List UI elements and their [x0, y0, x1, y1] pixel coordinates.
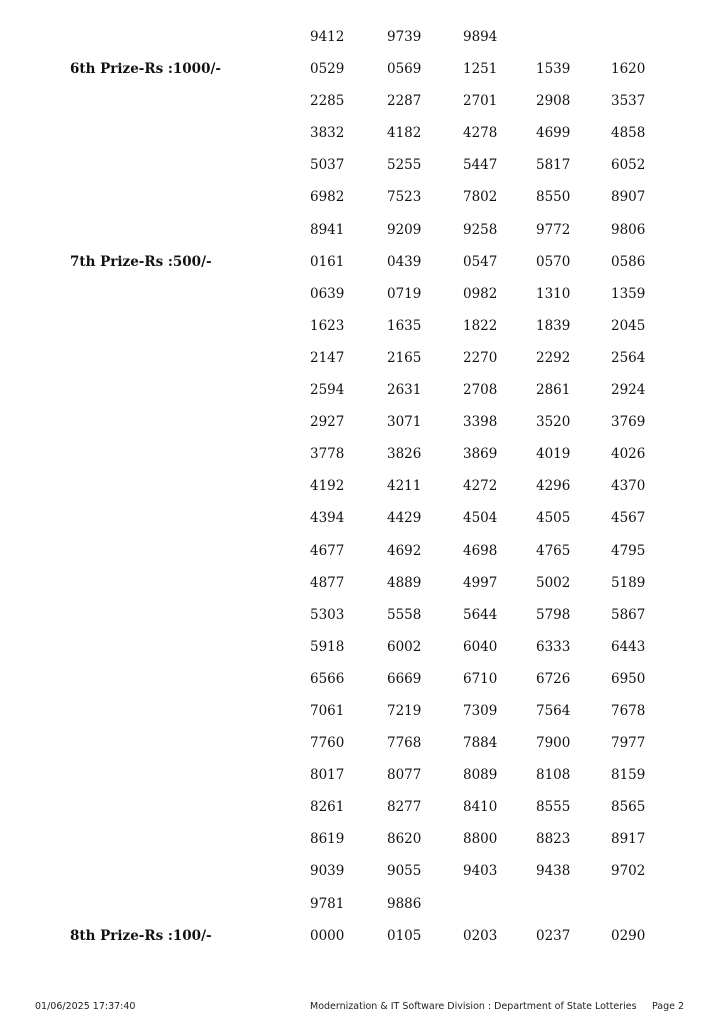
ticket-number: 2564: [611, 349, 646, 366]
result-row: [0, 631, 724, 663]
ticket-number: 2594: [310, 382, 345, 399]
ticket-number: 5867: [611, 606, 646, 623]
ticket-number: 4211: [387, 478, 422, 495]
ticket-number: 8159: [611, 767, 646, 784]
ticket-number: 5558: [387, 606, 422, 623]
ticket-number: 9894: [463, 29, 498, 45]
ticket-number: 2701: [463, 93, 498, 110]
ticket-number: 6566: [310, 670, 345, 687]
footer-division-name: Modernization & IT Software Division : Department of State Lotteries: [310, 1001, 637, 1012]
ticket-number: 8823: [536, 831, 571, 848]
ticket-number: 8277: [387, 799, 422, 816]
ticket-number: 4429: [387, 510, 422, 527]
result-row: [0, 406, 724, 438]
ticket-number: 2045: [611, 317, 646, 334]
ticket-number: 4877: [310, 574, 345, 591]
ticket-number: 2908: [536, 93, 571, 110]
ticket-number: 4997: [463, 574, 498, 591]
result-row: [0, 470, 724, 502]
ticket-number: 0639: [310, 285, 345, 302]
ticket-number: 3537: [611, 93, 646, 110]
ticket-number: 2861: [536, 382, 571, 399]
ticket-number: 4889: [387, 574, 422, 591]
ticket-number: 1620: [611, 61, 646, 78]
result-row: [0, 117, 724, 149]
ticket-number: 7309: [463, 702, 498, 719]
ticket-number: 3071: [387, 414, 422, 431]
result-row: [0, 310, 724, 342]
ticket-number: 4272: [463, 478, 498, 495]
ticket-number: 0586: [611, 253, 646, 270]
ticket-number: 6333: [536, 638, 571, 655]
ticket-number: 1310: [536, 285, 571, 302]
ticket-number: 3826: [387, 446, 422, 463]
ticket-number: 4698: [463, 542, 498, 559]
ticket-number: 4370: [611, 478, 646, 495]
ticket-number: 4278: [463, 125, 498, 142]
ticket-number: 1635: [387, 317, 422, 334]
ticket-number: 4795: [611, 542, 646, 559]
ticket-number: 3398: [463, 414, 498, 431]
ticket-number: 9258: [463, 221, 498, 238]
ticket-number: 1251: [463, 61, 498, 78]
ticket-number: 6443: [611, 638, 646, 655]
ticket-number: 2708: [463, 382, 498, 399]
ticket-number: 4858: [611, 125, 646, 142]
ticket-number: 8620: [387, 831, 422, 848]
ticket-number: 5255: [387, 157, 422, 174]
ticket-number: 1839: [536, 317, 571, 334]
ticket-number: 8261: [310, 799, 345, 816]
ticket-number: 8907: [611, 189, 646, 206]
prize-results-table: [0, 21, 724, 952]
prize-label: 8th Prize-Rs :100/-: [70, 927, 212, 944]
ticket-number: 5303: [310, 606, 345, 623]
ticket-number: 2631: [387, 382, 422, 399]
ticket-number: 0569: [387, 61, 422, 78]
result-row: [0, 342, 724, 374]
ticket-number: 2292: [536, 349, 571, 366]
ticket-number: 8017: [310, 767, 345, 784]
ticket-number: 9403: [463, 863, 498, 880]
ticket-number: 1822: [463, 317, 498, 334]
ticket-number: 8550: [536, 189, 571, 206]
ticket-number: 6710: [463, 670, 498, 687]
ticket-number: 3832: [310, 125, 345, 142]
result-row: [0, 53, 724, 85]
ticket-number: 6950: [611, 670, 646, 687]
ticket-number: 2147: [310, 349, 345, 366]
ticket-number: 0439: [387, 253, 422, 270]
ticket-number: 0161: [310, 253, 345, 270]
ticket-number: 0570: [536, 253, 571, 270]
ticket-number: 3869: [463, 446, 498, 463]
ticket-number: 8619: [310, 831, 345, 848]
ticket-number: 0529: [310, 61, 345, 78]
ticket-number: 8410: [463, 799, 498, 816]
ticket-number: 4182: [387, 125, 422, 142]
ticket-number: 9781: [310, 895, 345, 912]
ticket-number: 7760: [310, 735, 345, 752]
result-row: [0, 791, 724, 823]
ticket-number: 7061: [310, 702, 345, 719]
result-row: [0, 823, 724, 855]
ticket-number: 8917: [611, 831, 646, 848]
ticket-number: 7564: [536, 702, 571, 719]
ticket-number: 6726: [536, 670, 571, 687]
result-row: [0, 888, 724, 920]
ticket-number: 8089: [463, 767, 498, 784]
result-row: [0, 21, 724, 53]
ticket-number: 4026: [611, 446, 646, 463]
result-row: [0, 920, 724, 952]
result-row: [0, 246, 724, 278]
ticket-number: 0237: [536, 927, 571, 944]
ticket-number: 4296: [536, 478, 571, 495]
ticket-number: 7900: [536, 735, 571, 752]
result-row: [0, 502, 724, 534]
footer-timestamp: 01/06/2025 17:37:40: [35, 1001, 136, 1012]
ticket-number: 9772: [536, 221, 571, 238]
ticket-number: 9886: [387, 895, 422, 912]
ticket-number: 5817: [536, 157, 571, 174]
result-row: [0, 214, 724, 246]
ticket-number: 2285: [310, 93, 345, 110]
result-row: [0, 374, 724, 406]
result-row: [0, 85, 724, 117]
ticket-number: 0719: [387, 285, 422, 302]
ticket-number: 7977: [611, 735, 646, 752]
ticket-number: 0547: [463, 253, 498, 270]
ticket-number: 4505: [536, 510, 571, 527]
ticket-number: 8077: [387, 767, 422, 784]
ticket-number: 4394: [310, 510, 345, 527]
ticket-number: 1359: [611, 285, 646, 302]
ticket-number: 8800: [463, 831, 498, 848]
ticket-number: 2270: [463, 349, 498, 366]
ticket-number: 0105: [387, 927, 422, 944]
ticket-number: 6982: [310, 189, 345, 206]
ticket-number: 4504: [463, 510, 498, 527]
ticket-number: 3520: [536, 414, 571, 431]
ticket-number: 5918: [310, 638, 345, 655]
result-row: [0, 599, 724, 631]
ticket-number: 7884: [463, 735, 498, 752]
ticket-number: 9412: [310, 29, 345, 45]
ticket-number: 0203: [463, 927, 498, 944]
result-row: [0, 567, 724, 599]
ticket-number: 0982: [463, 285, 498, 302]
result-row: [0, 855, 724, 887]
ticket-number: 6002: [387, 638, 422, 655]
result-row: [0, 695, 724, 727]
ticket-number: 2165: [387, 349, 422, 366]
ticket-number: 9739: [387, 29, 422, 45]
ticket-number: 9702: [611, 863, 646, 880]
ticket-number: 4192: [310, 478, 345, 495]
ticket-number: 5798: [536, 606, 571, 623]
prize-label: 7th Prize-Rs :500/-: [70, 253, 212, 270]
ticket-number: 4699: [536, 125, 571, 142]
ticket-number: 0000: [310, 927, 345, 944]
result-row: [0, 149, 724, 181]
result-row: [0, 727, 724, 759]
ticket-number: 2287: [387, 93, 422, 110]
ticket-number: 4677: [310, 542, 345, 559]
result-row: [0, 759, 724, 791]
ticket-number: 8555: [536, 799, 571, 816]
ticket-number: 6040: [463, 638, 498, 655]
ticket-number: 6669: [387, 670, 422, 687]
ticket-number: 7523: [387, 189, 422, 206]
ticket-number: 1623: [310, 317, 345, 334]
ticket-number: 3778: [310, 446, 345, 463]
ticket-number: 8565: [611, 799, 646, 816]
ticket-number: 6052: [611, 157, 646, 174]
ticket-number: 7219: [387, 702, 422, 719]
ticket-number: 9806: [611, 221, 646, 238]
ticket-number: 2927: [310, 414, 345, 431]
ticket-number: 5447: [463, 157, 498, 174]
result-row: [0, 181, 724, 213]
ticket-number: 8941: [310, 221, 345, 238]
ticket-number: 7678: [611, 702, 646, 719]
result-row: [0, 278, 724, 310]
ticket-number: 1539: [536, 61, 571, 78]
ticket-number: 9209: [387, 221, 422, 238]
result-row: [0, 663, 724, 695]
ticket-number: 8108: [536, 767, 571, 784]
footer-page-number: Page 2: [652, 1001, 685, 1012]
ticket-number: 7802: [463, 189, 498, 206]
ticket-number: 5037: [310, 157, 345, 174]
ticket-number: 4765: [536, 542, 571, 559]
ticket-number: 3769: [611, 414, 646, 431]
prize-label: 6th Prize-Rs :1000/-: [70, 61, 222, 78]
ticket-number: 9055: [387, 863, 422, 880]
ticket-number: 4567: [611, 510, 646, 527]
ticket-number: 5644: [463, 606, 498, 623]
ticket-number: 2924: [611, 382, 646, 399]
ticket-number: 5189: [611, 574, 646, 591]
ticket-number: 9438: [536, 863, 571, 880]
ticket-number: 5002: [536, 574, 571, 591]
ticket-number: 4019: [536, 446, 571, 463]
ticket-number: 4692: [387, 542, 422, 559]
ticket-number: 9039: [310, 863, 345, 880]
ticket-number: 7768: [387, 735, 422, 752]
result-row: [0, 535, 724, 567]
ticket-number: 0290: [611, 927, 646, 944]
result-row: [0, 438, 724, 470]
